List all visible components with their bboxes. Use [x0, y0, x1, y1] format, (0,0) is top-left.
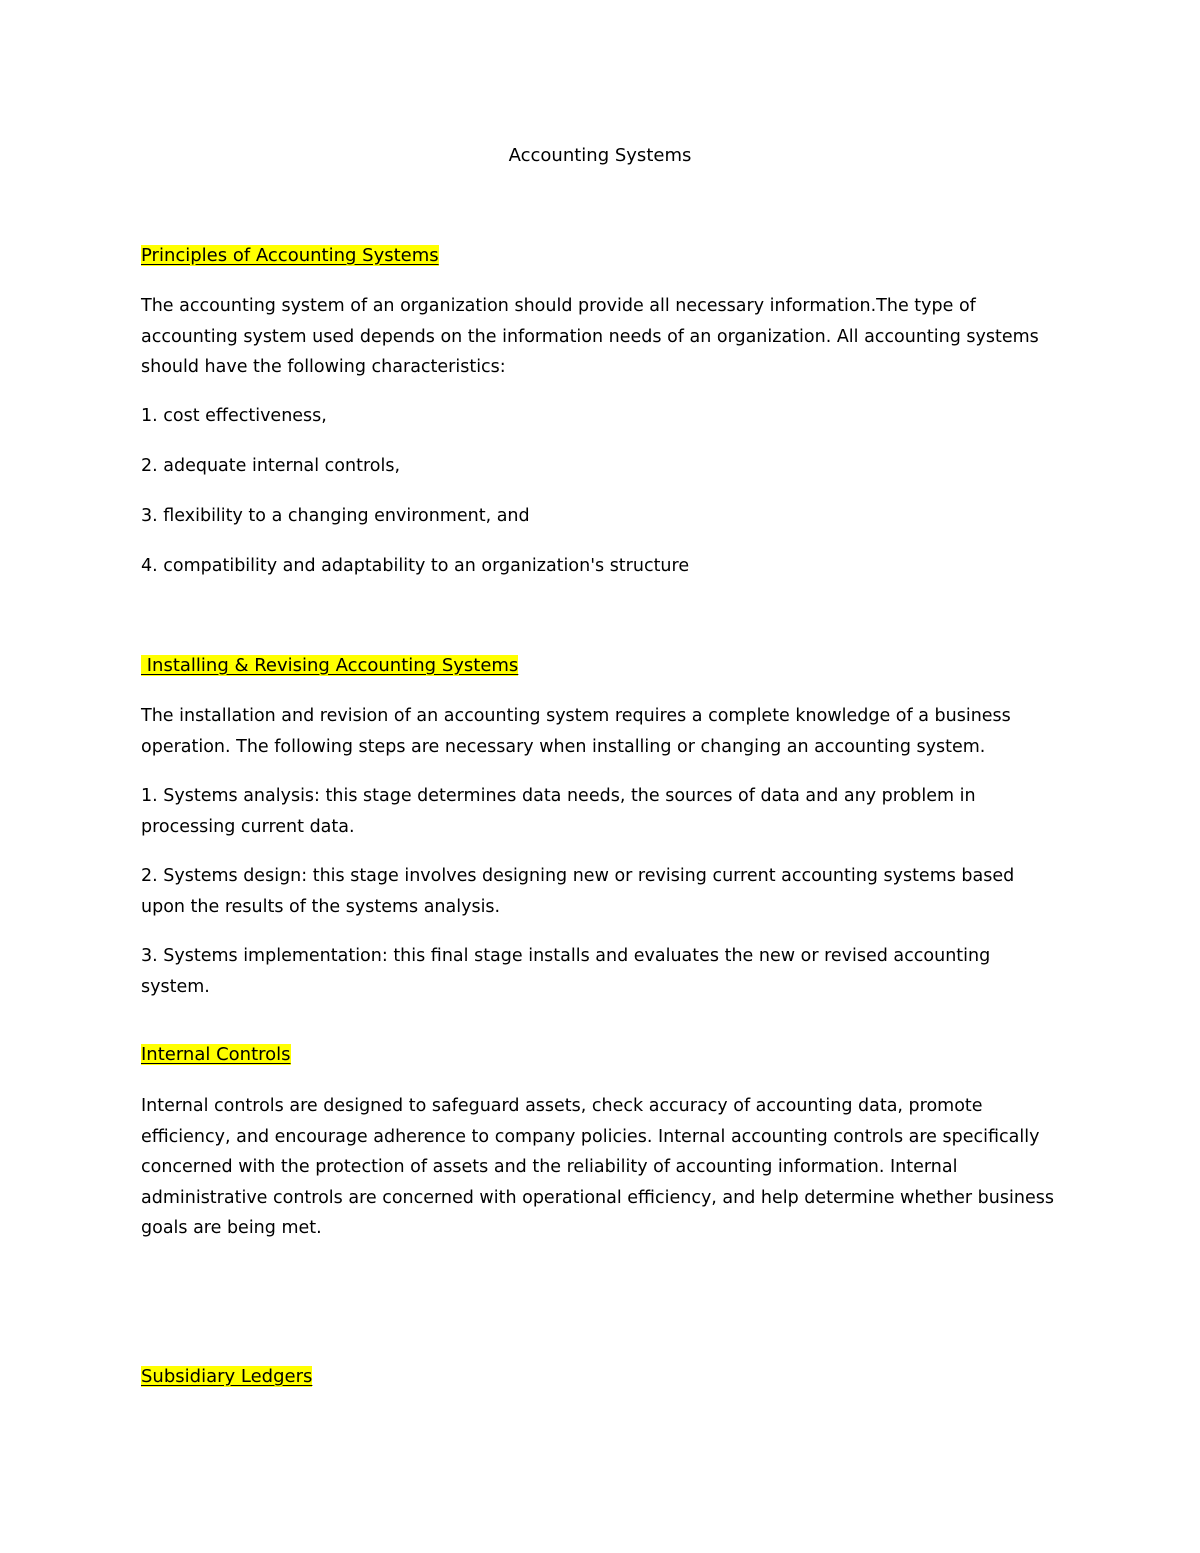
- paragraph-internal-controls: Internal controls are designed to safeguard assets, check accuracy of accounting data, promote efficiency, and encourage adherence to company policies. Internal accounting controls are specifically concerned with the protection of assets and the reliability of accounting information. Internal administrative controls are concerned with operational efficiency, and help determine whether business goals are being met.: [141, 1096, 1054, 1238]
- list-item-cost-effectiveness: 1. cost effectiveness,: [141, 406, 327, 426]
- highlighted-heading-text: Subsidiary Ledgers: [141, 1366, 313, 1387]
- highlighted-heading-text: Internal Controls: [141, 1044, 291, 1065]
- section-heading-principles: [141, 244, 439, 268]
- list-item-compatibility: 4. compatibility and adaptability to an organization's structure: [141, 556, 690, 576]
- list-item-systems-design: 2. Systems design: this stage involves designing new or revising current accounting systems based upon the results of the systems analysis.: [141, 866, 1015, 917]
- list-item-internal-controls: 2. adequate internal controls,: [141, 456, 401, 476]
- list-item-systems-analysis: 1. Systems analysis: this stage determines data needs, the sources of data and any problem in processing current data.: [141, 786, 976, 837]
- document-title: Accounting Systems: [508, 145, 692, 166]
- section-heading-internal-controls: [141, 1043, 291, 1067]
- list-item-flexibility: 3. flexibility to a changing environment, and: [141, 506, 530, 526]
- list-item-systems-implementation: 3. Systems implementation: this final stage installs and evaluates the new or revised accounting system.: [141, 946, 991, 997]
- paragraph-installing-intro: The installation and revision of an accounting system requires a complete knowledge of a business operation. The following steps are necessary when installing or changing an accounting system.: [141, 706, 1011, 757]
- section-heading-installing: [141, 654, 518, 678]
- section-heading-subsidiary-ledgers: [141, 1365, 312, 1389]
- highlighted-heading-text: Installing & Revising Accounting Systems: [141, 655, 519, 676]
- highlighted-heading-text: Principles of Accounting Systems: [141, 245, 439, 266]
- paragraph-principles-intro: The accounting system of an organization should provide all necessary information.The type of accounting system used depends on the information needs of an organization. All accounting systems should have the following characteristics:: [141, 296, 1039, 377]
